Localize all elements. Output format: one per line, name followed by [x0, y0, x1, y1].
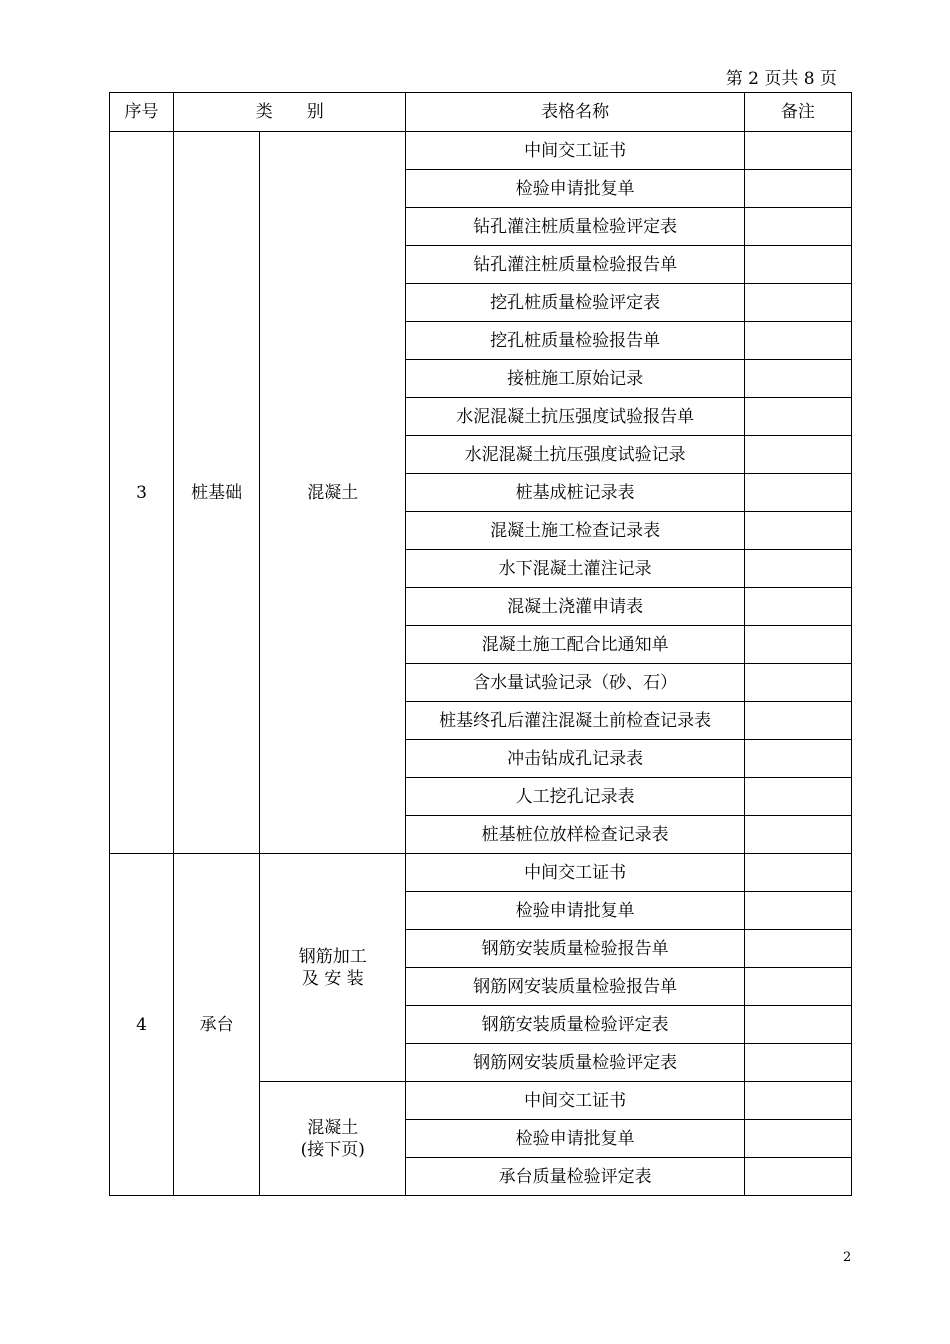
- form-note: [744, 702, 851, 740]
- form-note: [744, 132, 851, 170]
- row-subcategory: [260, 132, 406, 854]
- form-note: [744, 1006, 851, 1044]
- form-note: [744, 398, 851, 436]
- row-subcategory: [260, 1082, 406, 1196]
- form-note: [744, 930, 851, 968]
- form-note: [744, 208, 851, 246]
- form-note: [744, 170, 851, 208]
- form-name: 检验申请批复单: [406, 892, 744, 930]
- form-note: [744, 1158, 851, 1196]
- form-note: [744, 322, 851, 360]
- header-seq: 序号: [110, 93, 174, 132]
- form-name: 中间交工证书: [406, 854, 744, 892]
- form-name: 桩基成桩记录表: [406, 474, 744, 512]
- table-row: [110, 132, 852, 170]
- form-note: [744, 968, 851, 1006]
- form-name: 钻孔灌注桩质量检验报告单: [406, 246, 744, 284]
- row-subcategory: [260, 854, 406, 1082]
- form-name: 水泥混凝土抗压强度试验记录: [406, 436, 744, 474]
- form-note: [744, 550, 851, 588]
- form-name: 钢筋网安装质量检验报告单: [406, 968, 744, 1006]
- form-note: [744, 854, 851, 892]
- form-name: 中间交工证书: [406, 1082, 744, 1120]
- subcategory-label-line: (接下页): [300, 1139, 365, 1160]
- form-note: [744, 778, 851, 816]
- form-name: 桩基终孔后灌注混凝土前检查记录表: [406, 702, 744, 740]
- form-name: 混凝土施工检查记录表: [406, 512, 744, 550]
- form-note: [744, 588, 851, 626]
- form-note: [744, 1044, 851, 1082]
- form-name: 水泥混凝土抗压强度试验报告单: [406, 398, 744, 436]
- row-seq: 4: [110, 854, 174, 1196]
- form-note: [744, 1082, 851, 1120]
- subcategory-label-line: 钢筋加工: [298, 946, 367, 967]
- form-note: [744, 626, 851, 664]
- form-note: [744, 360, 851, 398]
- header-category: 类 别: [174, 93, 406, 132]
- form-name: 挖孔桩质量检验评定表: [406, 284, 744, 322]
- form-note: [744, 740, 851, 778]
- form-name: 钢筋网安装质量检验评定表: [406, 1044, 744, 1082]
- form-note: [744, 1120, 851, 1158]
- form-name: 混凝土施工配合比通知单: [406, 626, 744, 664]
- form-name: 冲击钻成孔记录表: [406, 740, 744, 778]
- form-note: [744, 436, 851, 474]
- subcategory-label-line: 混凝土: [307, 1117, 359, 1138]
- form-name: 钻孔灌注桩质量检验评定表: [406, 208, 744, 246]
- form-name: 钢筋安装质量检验报告单: [406, 930, 744, 968]
- form-name: 检验申请批复单: [406, 170, 744, 208]
- form-name: 检验申请批复单: [406, 1120, 744, 1158]
- subcategory-label-line: 及 安 装: [301, 968, 364, 989]
- form-name: 接桩施工原始记录: [406, 360, 744, 398]
- form-name: 含水量试验记录（砂、石）: [406, 664, 744, 702]
- form-note: [744, 816, 851, 854]
- form-note: [744, 512, 851, 550]
- table-header-row: [110, 93, 852, 132]
- form-name: 人工挖孔记录表: [406, 778, 744, 816]
- form-name: 挖孔桩质量检验报告单: [406, 322, 744, 360]
- subcategory-label-line: 混凝土: [307, 482, 359, 503]
- form-name: 水下混凝土灌注记录: [406, 550, 744, 588]
- form-note: [744, 246, 851, 284]
- form-note: [744, 474, 851, 512]
- row-category: 桩基础: [174, 132, 260, 854]
- form-name: 中间交工证书: [406, 132, 744, 170]
- header-name: 表格名称: [406, 93, 744, 132]
- forms-table: [109, 92, 852, 1196]
- table-row: [110, 854, 852, 892]
- form-name: 承台质量检验评定表: [406, 1158, 744, 1196]
- row-seq: 3: [110, 132, 174, 854]
- form-name: 混凝土浇灌申请表: [406, 588, 744, 626]
- form-name: 钢筋安装质量检验评定表: [406, 1006, 744, 1044]
- page-number: 2: [843, 1250, 852, 1265]
- form-note: [744, 284, 851, 322]
- header-note: 备注: [744, 93, 851, 132]
- form-name: 桩基桩位放样检查记录表: [406, 816, 744, 854]
- form-note: [744, 664, 851, 702]
- form-note: [744, 892, 851, 930]
- row-category: 承台: [174, 854, 260, 1196]
- page-info: 第 2 页共 8 页: [725, 69, 837, 89]
